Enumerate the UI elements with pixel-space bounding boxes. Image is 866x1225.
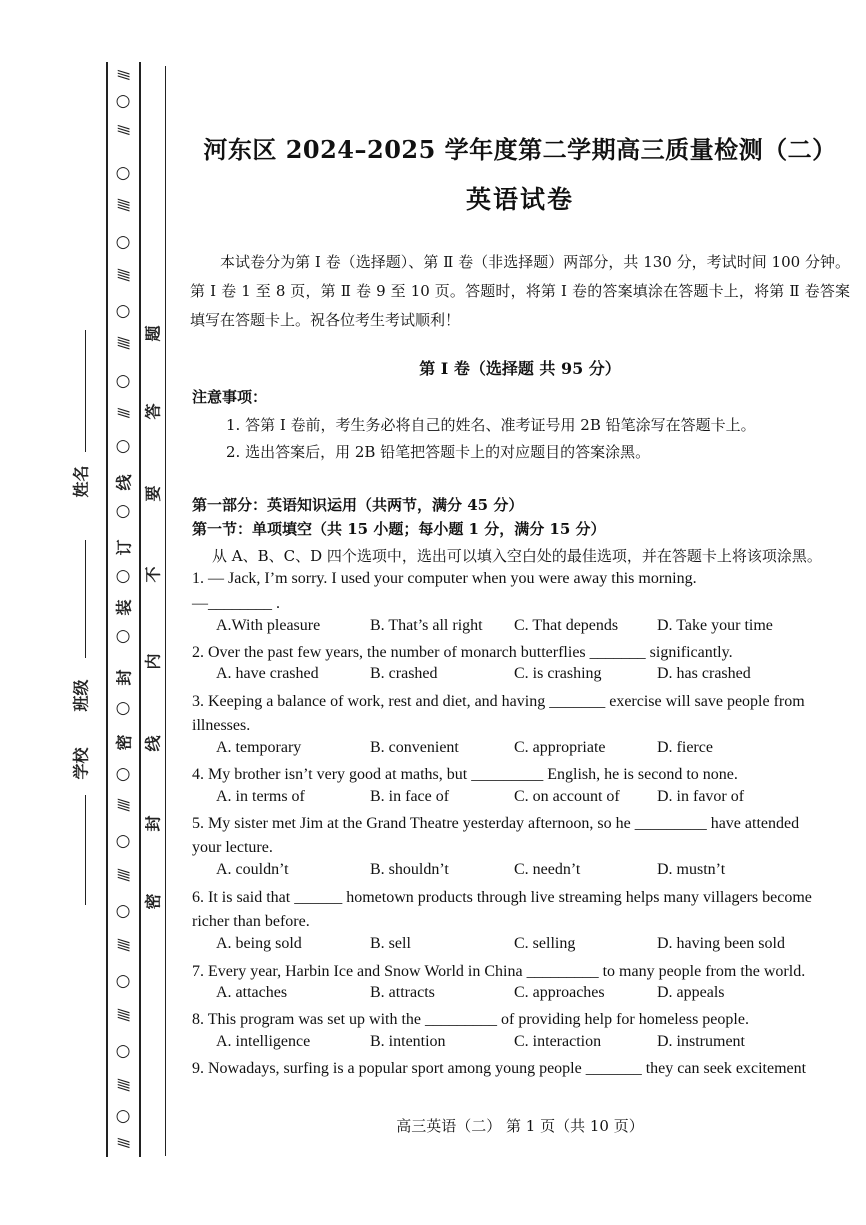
class-field-line[interactable] [85, 540, 86, 658]
option-a[interactable]: A. couldn’t [216, 861, 289, 878]
question-text: 1. — Jack, I’m sorry. I used your computer when you were away this morning. [192, 570, 697, 587]
option-b[interactable]: B. shouldn’t [370, 861, 449, 878]
slash-mark: /// [115, 1137, 131, 1147]
section-heading: 第 Ⅰ 卷（选择题 共 95 分） [419, 359, 621, 378]
circle-mark: ○ [115, 1106, 131, 1126]
option-d[interactable]: D. in favor of [657, 788, 745, 805]
option-a[interactable]: A. have crashed [216, 665, 319, 682]
option-d[interactable]: D. mustn’t [657, 861, 726, 878]
circle-mark: ○ [115, 566, 131, 586]
option-b[interactable]: B. convenient [370, 739, 459, 756]
note-item: 1. 答第 Ⅰ 卷前，考生务必将自己的姓名、准考证号用 2B 铅笔涂写在答题卡上。 [226, 416, 756, 434]
seal-char: 装 [114, 599, 134, 616]
page-footer: 高三英语（二） 第 1 页（共 10 页） [396, 1117, 644, 1135]
circle-mark: ○ [115, 163, 131, 183]
question-text: 3. Keeping a balance of work, rest and diet, and having _______ exercise will save people from [192, 693, 805, 710]
option-a[interactable]: A. intelligence [216, 1033, 311, 1050]
option-b[interactable]: B. That’s all right [370, 617, 483, 634]
circle-mark: ○ [115, 301, 131, 321]
question-9 [192, 1057, 846, 1081]
option-c[interactable]: C. approaches [514, 984, 605, 1001]
seal-char: 线 [114, 474, 134, 491]
seal-char: 订 [114, 539, 134, 556]
question-1-options [216, 617, 846, 641]
exam-subject: 英语试卷 [465, 185, 574, 214]
question-1 [192, 567, 846, 616]
slash-mark: /// [115, 407, 131, 417]
warning-char: 不 [143, 566, 163, 583]
binding-line-left [106, 62, 108, 1157]
option-c[interactable]: C. appropriate [514, 739, 606, 756]
warning-char: 线 [143, 735, 163, 752]
seal-line-column [109, 66, 137, 1156]
option-b[interactable]: B. in face of [370, 788, 450, 805]
subsection-heading: 第一节：单项填空（共 15 小题；每小题 1 分，满分 15 分） [192, 520, 606, 538]
exam-title: 河东区 2024–2025 学年度第二学期高三质量检测（二） [203, 135, 837, 164]
question-5 [192, 812, 846, 860]
option-a[interactable]: A. in terms of [216, 788, 305, 805]
question-4-options [216, 788, 846, 812]
option-a[interactable]: A.With pleasure [216, 617, 321, 634]
circle-mark: ○ [115, 971, 131, 991]
slash-mark: //// [115, 336, 131, 348]
option-d[interactable]: D. Take your time [657, 617, 773, 634]
question-8 [192, 1008, 846, 1032]
seal-char: 密 [114, 734, 134, 751]
option-c[interactable]: C. That depends [514, 617, 619, 634]
circle-mark: ○ [115, 901, 131, 921]
notes-title: 注意事项： [192, 388, 268, 406]
option-c[interactable]: C. needn’t [514, 861, 581, 878]
option-c[interactable]: C. selling [514, 935, 576, 952]
exam-intro: 本试卷分为第 Ⅰ 卷（选择题）、第 Ⅱ 卷（非选择题）两部分，共 130 分，考试时间 100 分钟。第 Ⅰ 卷 1 至 8 页，第 Ⅱ 卷 9 至 10 页。答题时，将第 Ⅰ 卷的答案填涂在答题卡上，将第 Ⅱ 卷答案填写在答题卡上。祝各位考生考试顺利！ [190, 253, 850, 329]
circle-mark: ○ [115, 698, 131, 718]
question-6-options [216, 935, 846, 959]
question-text: richer than before. [192, 913, 310, 930]
option-b[interactable]: B. sell [370, 935, 411, 952]
circle-mark: ○ [115, 91, 131, 111]
warning-char: 题 [143, 325, 163, 342]
question-text: —________ . [192, 595, 280, 612]
binding-line-right [139, 62, 141, 1157]
field-label-school: 学校 [71, 747, 91, 780]
option-b[interactable]: B. attracts [370, 984, 435, 1001]
option-a[interactable]: A. attaches [216, 984, 288, 1001]
question-text: your lecture. [192, 839, 273, 856]
question-4 [192, 763, 846, 787]
warning-char: 封 [143, 815, 163, 832]
slash-mark: //// [115, 798, 131, 810]
circle-mark: ○ [115, 1041, 131, 1061]
option-b[interactable]: B. intention [370, 1033, 446, 1050]
slash-mark: //// [115, 1078, 131, 1090]
question-5-options [216, 861, 846, 885]
option-b[interactable]: B. crashed [370, 665, 438, 682]
question-text: illnesses. [192, 717, 251, 734]
slash-mark: //// [115, 938, 131, 950]
question-3 [192, 690, 846, 738]
option-d[interactable]: D. fierce [657, 739, 713, 756]
circle-mark: ○ [115, 764, 131, 784]
warning-char: 内 [143, 653, 163, 670]
question-8-options [216, 1033, 846, 1057]
note-item: 2. 选出答案后，用 2B 铅笔把答题卡上的对应题目的答案涂黑。 [226, 443, 651, 461]
question-text: 2. Over the past few years, the number of monarch butterflies _______ significantly. [192, 644, 733, 661]
option-c[interactable]: C. is crashing [514, 665, 602, 682]
option-d[interactable]: D. instrument [657, 1033, 745, 1050]
instruction: 从 A、B、C、D 四个选项中，选出可以填入空白处的最佳选项，并在答题卡上将该项涂黑。 [212, 547, 822, 565]
slash-mark: /// [115, 124, 131, 134]
binding-line-inner [165, 66, 166, 1156]
option-d[interactable]: D. having been sold [657, 935, 785, 952]
part-heading: 第一部分：英语知识运用（共两节，满分 45 分） [192, 496, 524, 514]
warning-char: 答 [143, 403, 163, 420]
question-7 [192, 960, 846, 984]
field-label-name: 姓名 [71, 465, 91, 498]
question-2-options [216, 665, 846, 689]
circle-mark: ○ [115, 831, 131, 851]
circle-mark: ○ [115, 436, 131, 456]
option-a[interactable]: A. being sold [216, 935, 302, 952]
option-a[interactable]: A. temporary [216, 739, 302, 756]
question-7-options [216, 984, 846, 1008]
question-6 [192, 886, 846, 934]
school-field-line[interactable] [85, 795, 86, 905]
option-d[interactable]: D. appeals [657, 984, 725, 1001]
circle-mark: ○ [115, 232, 131, 252]
option-c[interactable]: C. interaction [514, 1033, 602, 1050]
question-text: 8. This program was set up with the _________ of providing help for homeless people. [192, 1011, 749, 1028]
warning-char: 密 [143, 893, 163, 910]
binding-margin [0, 0, 175, 1225]
circle-mark: ○ [115, 501, 131, 521]
circle-mark: ○ [115, 626, 131, 646]
slash-mark: //// [115, 868, 131, 880]
name-field-line[interactable] [85, 330, 86, 452]
option-c[interactable]: C. on account of [514, 788, 620, 805]
slash-mark: //// [115, 198, 131, 210]
warning-char: 要 [143, 485, 163, 502]
question-text: 5. My sister met Jim at the Grand Theatre yesterday afternoon, so he _________ have attended [192, 815, 800, 832]
question-text: 9. Nowadays, surfing is a popular sport among young people _______ they can seek excitement [192, 1060, 807, 1077]
question-2 [192, 641, 846, 665]
question-3-options [216, 739, 846, 763]
option-d[interactable]: D. has crashed [657, 665, 751, 682]
seal-char: 封 [114, 669, 134, 686]
field-label-class: 班级 [71, 679, 91, 712]
slash-mark: //// [115, 1008, 131, 1020]
question-text: 4. My brother isn’t very good at maths, but _________ English, he is second to none. [192, 766, 738, 783]
question-text: 6. It is said that ______ hometown products through live streaming helps many villagers become [192, 889, 812, 906]
slash-mark: //// [115, 268, 131, 280]
slash-mark: /// [115, 69, 131, 79]
circle-mark: ○ [115, 371, 131, 391]
question-text: 7. Every year, Harbin Ice and Snow World in China _________ to many people from the world. [192, 963, 806, 980]
